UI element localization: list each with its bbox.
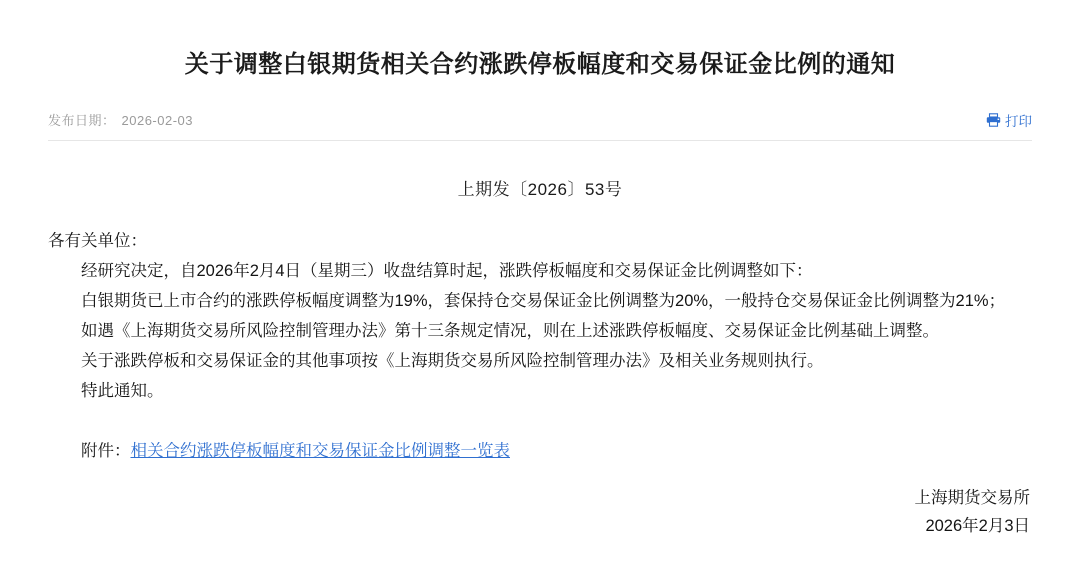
publish-info xyxy=(48,110,193,129)
paragraph-closing: 特此通知。 xyxy=(81,381,164,400)
document-body xyxy=(48,226,1032,406)
paragraph-salutation: 各有关单位： xyxy=(48,231,147,250)
document-meta-row xyxy=(48,110,1032,141)
attachment-label: 附件： xyxy=(81,441,131,460)
signature-block xyxy=(48,484,1032,540)
publish-date-label: 发布日期： xyxy=(48,113,116,129)
paragraph-decision: 经研究决定，自2026年2月4日（星期三）收盘结算时起，涨跌停板幅度和交易保证金比例调整如下： xyxy=(81,261,813,280)
print-button[interactable] xyxy=(986,110,1032,130)
attachment-link[interactable]: 相关合约涨跌停板幅度和交易保证金比例调整一览表 xyxy=(130,441,510,460)
printer-icon xyxy=(986,113,1001,127)
page-title: 关于调整白银期货相关合约涨跌停板幅度和交易保证金比例的通知 xyxy=(184,51,896,78)
paragraph-risk-rule: 如遇《上海期货交易所风险控制管理办法》第十三条规定情况，则在上述涨跌停板幅度、交易保证金比例基础上调整。 xyxy=(81,321,939,340)
signature-date: 2026年2月3日 xyxy=(925,516,1030,535)
document-number: 上期发〔2026〕53号 xyxy=(457,179,623,199)
paragraph-other-matters: 关于涨跌停板和交易保证金的其他事项按《上海期货交易所风险控制管理办法》及相关业务规则执行。 xyxy=(81,351,824,370)
print-label: 打印 xyxy=(1005,113,1032,129)
publish-date-value: 2026-02-03 xyxy=(121,113,194,129)
attachment-row xyxy=(48,436,1032,466)
signature-organization: 上海期货交易所 xyxy=(914,488,1030,507)
paragraph-silver-limits: 白银期货已上市合约的涨跌停板幅度调整为19%，套保持仓交易保证金比例调整为20%，一般持仓交易保证金比例调整为21%； xyxy=(81,291,1006,310)
